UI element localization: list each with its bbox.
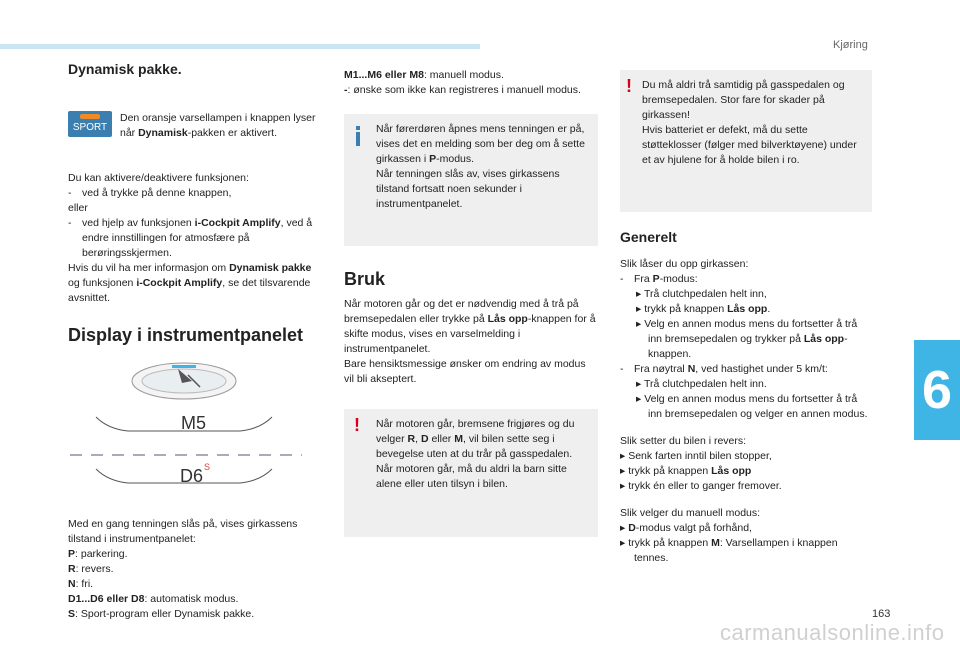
arrow-icon: ▸ (620, 450, 629, 462)
sport-block (68, 77, 323, 155)
dynamic-description: Den oransje varsellampen i knappen lyser når Dynamisk-pakken er aktivert. (120, 112, 316, 139)
arrow-icon: ▸ (620, 537, 629, 549)
sport-button-icon (68, 111, 112, 137)
info-box-door: Når førerdøren åpnes mens tenningen er på, vises det en melding som ber deg om å sette girkassen i P-modus. Når tenningen slås av, vises girkassens tilstand fortsatt noen sekunder i instrumentpanelet. (344, 114, 598, 246)
more-info-text: Hvis du vil ha mer informasjon om Dynamisk pakke og funksjonen i-Cockpit Amplify, se det tilsvarende avsnittet. (68, 262, 312, 304)
state-d: D1...D6 eller D8: automatisk modus. (68, 593, 239, 605)
arrow-icon: ▸ (636, 288, 644, 300)
orange-led-icon (80, 114, 100, 119)
heading-dynamic-pack: Dynamisk pakke. (68, 61, 182, 77)
state-r: R: revers. (68, 563, 114, 575)
heading-display: Display i instrumentpanelet (68, 325, 304, 345)
state-s: S: Sport-program eller Dynamisk pakke. (68, 608, 255, 620)
activation-text: Du kan aktivere/deaktivere funksjonen: - ved å trykke på denne knappen, eller - ved hjelp av funksjonen i-Cockpit Amplify, ved å endre innstillingen for atmosfære på berøringsskjermen. Hvis du vil ha mer informasjon om Dynamisk pakke og funksjonen i-Cockpit Amplify, se det tilsvarende avsnittet. (68, 171, 323, 306)
info-icon (356, 132, 360, 146)
gauge-s: S (204, 462, 211, 472)
header-accent-bar (0, 44, 480, 49)
chapter-tab: 6 (914, 340, 960, 440)
heading-bruk: Bruk (344, 269, 386, 289)
arrow-icon: ▸ (620, 465, 629, 477)
column-3 (620, 70, 872, 566)
arrow-icon: ▸ (636, 378, 644, 390)
page-number: 163 (872, 608, 891, 620)
arrow-icon: ▸ (620, 480, 629, 492)
state-p: P: parkering. (68, 548, 128, 560)
sport-icon-label: SPORT (72, 122, 108, 133)
state-n: N: fri. (68, 578, 94, 590)
manual-section: Slik velger du manuell modus: ▸ D-modus valgt på forhånd, ▸ trykk på knappen M: Varsellampen i knappen tennes. (620, 507, 838, 564)
unlock-section: Slik låser du opp girkassen: - Fra P-modus: ▸ Trå clutchpedalen helt inn, ▸ trykk på knappen Lås opp. ▸ Velg en annen modus mens du fortsetter å trå inn bremsepedalen og trykker på Lås opp-knappen. - Fra nøytral N, ved hastighet under 5 km/t: ▸ Trå clutchpedalen helt inn. ▸ Velg en annen modus mens du fortsetter å trå inn bremsepedalen og velger en annen modus. (620, 258, 868, 420)
manual-mode-text: M1...M6 eller M8: manuell modus. (344, 69, 504, 81)
warning-box-pedals: ! Du må aldri trå samtidig på gasspedalen og bremsepedalen. Stor fare for skader på girkassen! Hvis batteriet er defekt, må du sette støtteklosser (følger med bilverktøyene) under et av hjulene for å holde bilen i ro. (620, 70, 872, 212)
gauge-d6: D6 (180, 466, 204, 486)
arrow-icon: ▸ (636, 303, 645, 315)
chapter-label: Kjøring (833, 39, 868, 51)
gauge-m5: M5 (181, 413, 207, 433)
ignition-states: Med en gang tenningen slås på, vises girkassens tilstand i instrumentpanelet: P: parkering. R: revers. N: fri. D1...D6 eller D8: automatisk modus. S: Sport-program eller Dynamisk pakke. (68, 517, 323, 622)
warning-box-brakes: ! Når motoren går, bremsene frigjøres og du velger R, D eller M, vil bilen sette seg i bevegelse uten at du trår på gasspedalen. Når motoren går, må du aldri la barn sitte alene eller uten tilsyn i bilen. (344, 409, 598, 537)
watermark: carmanualsonline.info (720, 620, 945, 645)
arrow-icon: ▸ (636, 393, 645, 405)
warning-icon: ! (354, 415, 360, 435)
dash-mode-text: -: ønske som ikke kan registreres i manuell modus. (344, 84, 581, 96)
instrument-display-illustration (68, 359, 308, 489)
warning-icon: ! (626, 76, 632, 96)
column-2 (344, 68, 598, 537)
reverse-section: Slik setter du bilen i revers: ▸ Senk farten inntil bilen stopper, ▸ trykk på knappen Lås opp ▸ trykk én eller to ganger fremover. (620, 435, 782, 492)
arrow-icon: ▸ (636, 318, 645, 330)
bruk-text: Når motoren går og det er nødvendig med å trå på bremsepedalen eller trykke på Lås opp-knappen for å skifte modus, vises en varselmelding i instrumentpanelet. Bare hensiktsmessige ønsker om endring av modus vil bli akseptert. (344, 298, 596, 385)
column-1 (68, 62, 323, 622)
heading-generelt: Generelt (620, 229, 677, 245)
arrow-icon: ▸ (620, 522, 629, 534)
